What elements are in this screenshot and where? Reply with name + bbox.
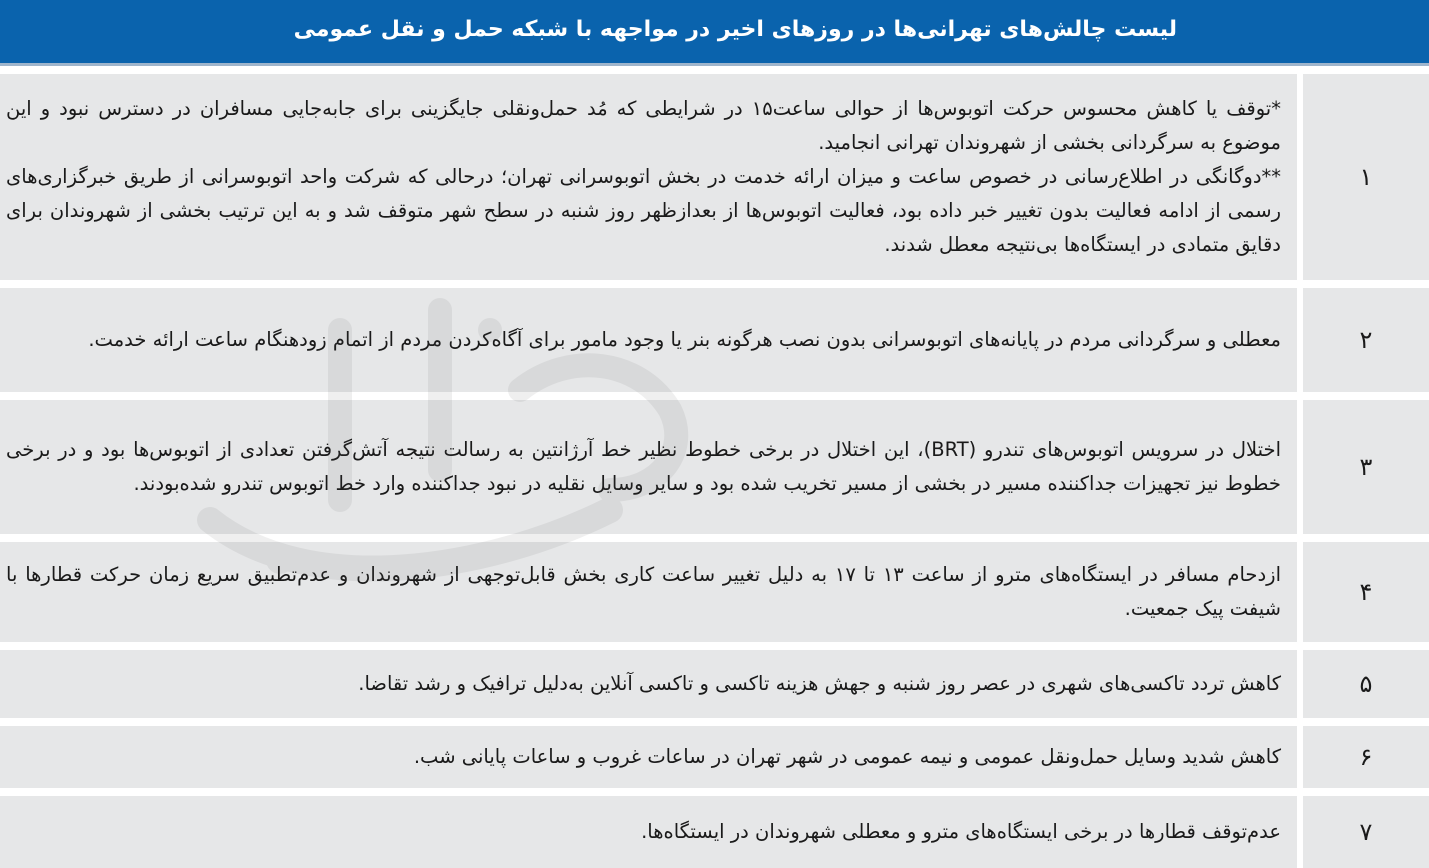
row-4-text: ازدحام مسافر در ایستگاه‌های مترو از ساعت ۱۳ تا ۱۷ به دلیل تغییر ساعت کاری بخش قابل‌توجهی از شهروندان و عدم‌تطبیق سریع زمان حرکت قطارها با شیفت پیک جمعیت.	[6, 563, 1282, 620]
row-5-text-cell	[0, 650, 1297, 718]
row-5-text: کاهش تردد تاکسی‌های شهری در عصر روز شنبه و جهش هزینه تاکسی و تاکسی آنلاین به‌دلیل ترافیک و رشد تقاضا.	[358, 672, 1281, 695]
row-7-text-cell	[0, 796, 1297, 868]
row-1-text-cell	[0, 74, 1297, 280]
table-row-7	[0, 796, 1429, 868]
row-4-number-cell	[1303, 542, 1429, 642]
row-5-number-cell	[1303, 650, 1429, 718]
row-6-text-cell	[0, 726, 1297, 788]
row-1-text: *توقف یا کاهش محسوس حرکت اتوبوس‌ها از حوالی ساعت۱۵ در شرایطی که مُد حمل‌ونقلی جایگزینی برای جابه‌جایی مسافران در دسترس نبود و این موضوع به سرگردانی بخشی از شهروندان تهرانی انجامید. **دوگانگی در اطلاع‌رسانی در خصوص ساعت و میزان ارائه خدمت در بخش اتوبوسرانی تهران؛ درحالی که شرکت واحد اتوبوسرانی از طریق خبرگزاری‌های رسمی از ادامه فعالیت بدون تغییر خبر داده بود، فعالیت اتوبوس‌ها از بعدازظهر روز شنبه در سطح شهر متوقف شد و به این ترتیب بخشی از شهروندان برای دقایق متمادی در ایستگاه‌ها بی‌نتیجه معطل شدند.	[6, 97, 1281, 256]
table-row-5	[0, 650, 1429, 718]
row-7-number-cell	[1303, 796, 1429, 868]
row-3-text: اختلال در سرویس اتوبوس‌های تندرو (BRT)، این اختلال در برخی خطوط نظیر خط آرژانتین به رسالت نتیجه آتش‌گرفتن تعدادی از اتوبوس‌ها بود و در برخی خطوط نیز تجهیزات جداکننده مسیر در بخشی از مسیر تخریب شده بود و سایر وسایل نقلیه در نبود جداکننده وارد خط اتوبوس تندرو شده‌بودند.	[6, 438, 1281, 495]
row-3-number: ۳	[1359, 453, 1373, 481]
table-row-4	[0, 542, 1429, 642]
table-row-6	[0, 726, 1429, 788]
row-3-number-cell	[1303, 400, 1429, 534]
row-5-number: ۵	[1359, 670, 1373, 698]
table-header	[0, 0, 1429, 66]
row-1-number-cell	[1303, 74, 1429, 280]
row-1-number: ۱	[1359, 163, 1373, 191]
table-title: لیست چالش‌های تهرانی‌ها در روزهای اخیر در مواجهه با شبکه حمل و نقل عمومی	[293, 17, 1177, 42]
row-6-number-cell	[1303, 726, 1429, 788]
row-2-number-cell	[1303, 288, 1429, 392]
table-row-2	[0, 288, 1429, 392]
row-2-text: معطلی و سرگردانی مردم در پایانه‌های اتوبوسرانی بدون نصب هرگونه بنر یا وجود مامور برای آگاه‌کردن مردم از اتمام زودهنگام ساعت ارائه خدمت.	[88, 328, 1281, 351]
row-4-number: ۴	[1359, 578, 1373, 606]
row-7-number: ۷	[1359, 818, 1373, 846]
row-2-text-cell	[0, 288, 1297, 392]
table-row-1	[0, 74, 1429, 280]
row-7-text: عدم‌توقف قطارها در برخی ایستگاه‌های مترو و معطلی شهروندان در ایستگاه‌ها.	[641, 820, 1281, 843]
row-4-text-cell	[0, 542, 1297, 642]
row-2-number: ۲	[1359, 326, 1373, 354]
row-3-text-cell	[0, 400, 1297, 534]
row-6-number: ۶	[1359, 743, 1373, 771]
row-6-text: کاهش شدید وسایل حمل‌ونقل عمومی و نیمه عمومی در شهر تهران در ساعات غروب و ساعات پایانی شب.	[413, 745, 1281, 768]
table-row-3	[0, 400, 1429, 534]
